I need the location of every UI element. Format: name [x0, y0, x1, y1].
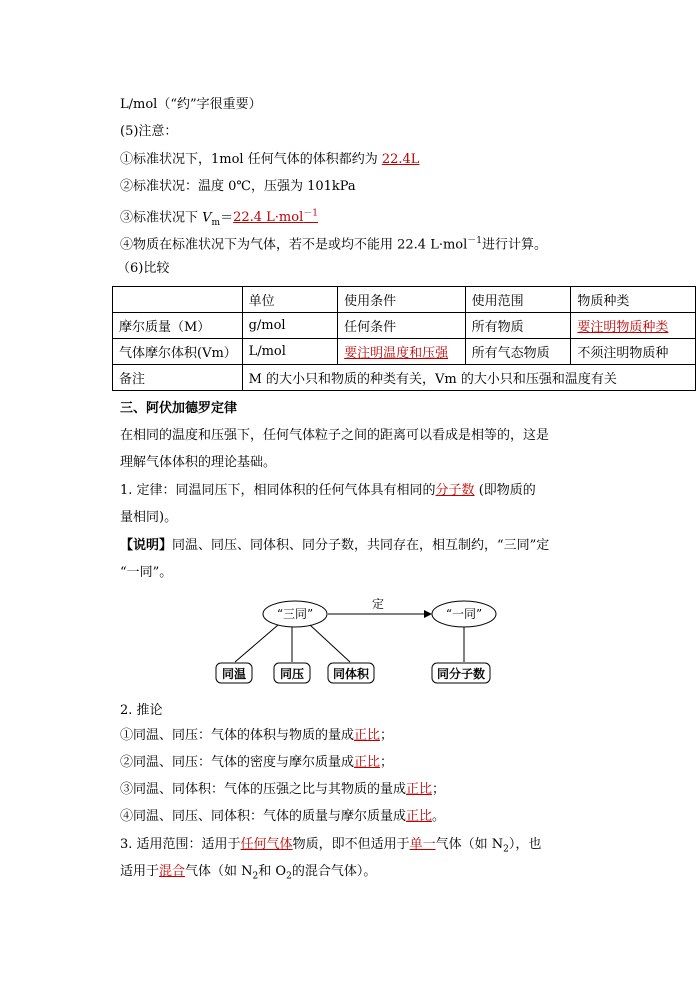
scope-answer-2: 单一: [409, 837, 436, 852]
scope-text-a: 3. 适用范围：适用于: [120, 837, 241, 852]
arrow-label: 定: [371, 597, 385, 611]
inference-3-text: ③同温、同体积：气体的压强之比与其物质的量成: [120, 782, 407, 797]
law-line-2: 量相同)。: [120, 510, 178, 525]
text-line-compare-heading: （6)比较: [117, 261, 170, 276]
law-text-b: (即物质的: [474, 483, 536, 498]
connector-line: [310, 625, 350, 662]
arrow-head-icon: [424, 610, 432, 618]
relation-diagram: [210, 592, 510, 692]
table-cell: 所有气态物质: [465, 339, 571, 365]
table-cell: 不须注明物质种: [571, 339, 696, 365]
table-cell: 任何条件: [338, 313, 466, 339]
table-cell: 摩尔质量（M）: [113, 313, 243, 339]
table-cell: 备注: [113, 365, 243, 391]
table-cell: [338, 339, 466, 365]
inference-1-end: ；: [380, 728, 394, 743]
note4-exponent: －1: [467, 236, 483, 246]
section-title: 三、阿伏加德罗定律: [120, 401, 238, 416]
table-row-molar-mass: [113, 313, 696, 339]
vm-subscript: m: [211, 217, 221, 228]
inference-4-answer: 正比: [406, 809, 433, 824]
table-cell-answer: 要注明物质种类: [577, 320, 669, 335]
explanation-label: 【说明】: [120, 538, 173, 553]
table-header-cell: 物质种类: [571, 287, 696, 313]
comparison-table: [112, 286, 696, 391]
scope-answer-1: 任何气体: [240, 837, 293, 852]
text-line-note-1: [120, 151, 419, 169]
inference-2-end: ；: [380, 755, 394, 770]
table-cell: 气体摩尔体积(Vm）: [113, 339, 243, 365]
box-same-pressure-label: 同压: [279, 667, 305, 681]
note3-text: ③标准状况下: [120, 210, 203, 226]
scope-text-e: 适用于: [120, 864, 160, 879]
scope-subscript: 2: [503, 844, 509, 855]
inference-1-answer: 正比: [354, 728, 381, 743]
table-header-cell: 使用范围: [465, 287, 571, 313]
explanation-line-2: “一同”。: [120, 565, 173, 580]
scope-text-d: ），也: [508, 837, 542, 852]
inference-line-2: [120, 754, 393, 772]
law-line-1: [120, 482, 536, 500]
box-same-molecule-count-label: 同分子数: [436, 667, 486, 681]
note3-answer-exponent: －1: [303, 209, 318, 219]
scope-subscript: 2: [286, 871, 292, 882]
inference-line-1: [120, 727, 393, 745]
inference-2-answer: 正比: [354, 755, 381, 770]
inference-4-text: ④同温、同压、同体积：气体的质量与摩尔质量成: [120, 809, 407, 824]
scope-text-h: 的混合气体）。: [291, 864, 377, 879]
section-para-line-1: 在相同的温度和压强下，任何气体粒子之间的距离可以看成是相等的，这是: [120, 428, 550, 443]
explanation-line-1: [120, 537, 549, 555]
vm-symbol: V: [202, 210, 212, 226]
table-header-cell: [113, 287, 243, 313]
inference-title: 2. 推论: [120, 703, 163, 718]
text-line-note-2: ②标准状况：温度 0℃，压强为 101kPa: [120, 179, 356, 194]
table-row-remarks: [113, 365, 696, 391]
law-answer: 分子数: [435, 483, 475, 498]
note3-answer-value: 22.4 L·mol: [233, 210, 304, 226]
table-cell: [571, 313, 696, 339]
text-line-note-3: [120, 205, 318, 232]
inference-1-text: ①同温、同压：气体的体积与物质的量成: [120, 728, 355, 743]
scope-answer-3: 混合: [159, 864, 186, 879]
scope-line-1: [120, 836, 541, 859]
inference-3-end: ；: [432, 782, 446, 797]
table-cell: g/mol: [242, 313, 338, 339]
law-text-a: 1. 定律：同温同压下，相同体积的任何气体具有相同的: [120, 483, 436, 498]
scope-text-c: 气体（如 N: [435, 837, 504, 852]
box-same-temperature-label: 同温: [221, 667, 247, 681]
note1-answer: 22.4L: [381, 152, 420, 167]
table-header-cell: 使用条件: [338, 287, 466, 313]
scope-text-b: 物质，即不但适用于: [292, 837, 410, 852]
section-para-line-2: 理解气体体积的理论基础。: [120, 455, 277, 470]
explanation-text: 同温、同压、同体积、同分子数，共同存在，相互制约，“三同”定: [172, 538, 550, 553]
table-cell: L/mol: [242, 339, 338, 365]
one-same-label: “一同”: [445, 607, 483, 621]
box-same-volume-label: 同体积: [332, 667, 370, 681]
inference-3-answer: 正比: [406, 782, 433, 797]
text-line-note-4: [120, 232, 547, 254]
equals-sign: ＝: [220, 210, 234, 226]
inference-4-end: 。: [432, 809, 446, 824]
scope-line-2: [120, 863, 376, 886]
text-line-unit: L/mol（“约”字很重要）: [120, 97, 262, 112]
scope-text-f: 气体（如 N: [185, 864, 253, 879]
table-header-cell: 单位: [242, 287, 338, 313]
note1-text: ①标准状况下，1mol 任何气体的体积都约为: [120, 152, 382, 167]
connector-line: [235, 625, 278, 662]
table-cell: 所有物质: [465, 313, 571, 339]
table-cell-answer: 要注明温度和压强: [344, 346, 449, 361]
note4-text-a: ④物质在标准状况下为气体，若不是或均不能用 22.4 L·mol: [120, 237, 468, 253]
scope-subscript: 2: [252, 871, 259, 882]
inference-line-3: [120, 781, 445, 799]
note3-answer: [233, 210, 318, 225]
table-header-row: [113, 287, 696, 313]
table-cell-remark: M 的大小只和物质的种类有关，Vm 的大小只和压强和温度有关: [242, 365, 695, 391]
inference-2-text: ②同温、同压：气体的密度与摩尔质量成: [120, 755, 355, 770]
inference-line-4: [120, 808, 445, 826]
three-same-label: “三同”: [276, 607, 314, 621]
text-line-note-heading: (5)注意：: [120, 124, 178, 139]
note4-text-b: 进行计算。: [482, 237, 548, 253]
table-row-molar-volume: [113, 339, 696, 365]
scope-text-g: 和 O: [258, 864, 287, 879]
